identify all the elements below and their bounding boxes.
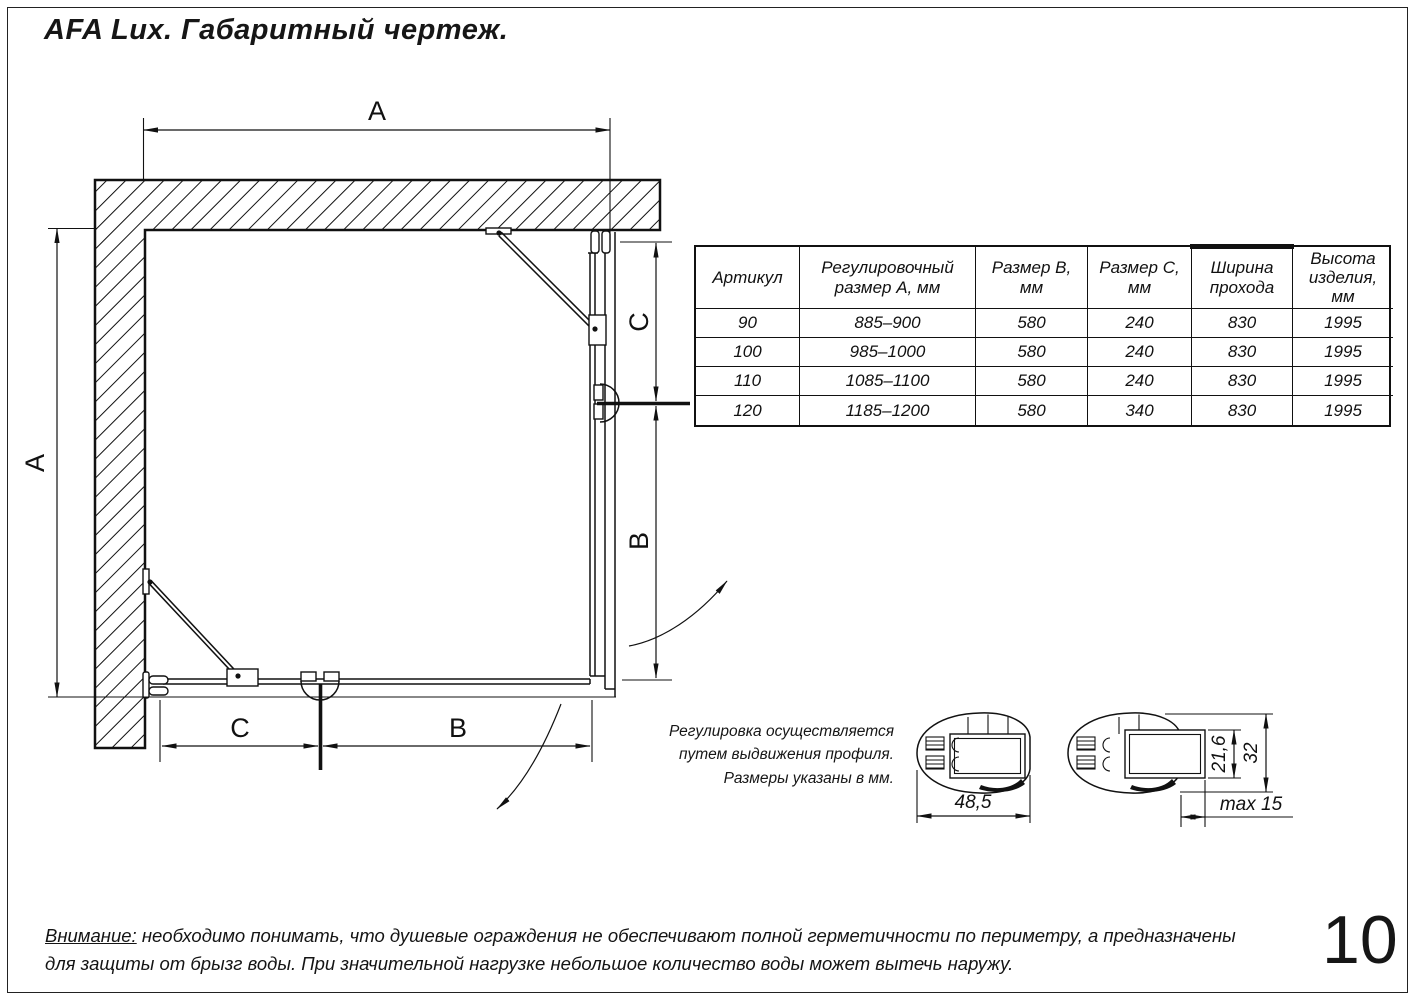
table-cell: 340: [1088, 396, 1192, 425]
dim-label-b-right: B: [624, 531, 654, 551]
profile-dim-width: 48,5: [954, 792, 992, 813]
wall-profile-bottom: [143, 672, 168, 698]
dim-label-a-top: A: [367, 96, 387, 126]
warning-note: [45, 922, 1255, 978]
table-cell: 1995: [1324, 400, 1362, 420]
table-cell: 985–1000: [800, 338, 976, 367]
table-header-size-b: Размер В, мм: [976, 247, 1088, 309]
table-cell: 580: [976, 396, 1088, 425]
table-header-pass-width: Ширина прохода: [1192, 247, 1293, 309]
table-header-height: Высота изделия, мм: [1293, 247, 1393, 309]
table-cell: 90: [696, 309, 800, 338]
table-top-thick-segment: [1190, 244, 1294, 249]
table-cell: 1185–1200: [800, 396, 976, 425]
adjustment-note: [640, 720, 894, 790]
table-header-article: Артикул: [696, 247, 800, 309]
warning-label: Внимание:: [45, 925, 137, 946]
warning-text: необходимо понимать, что душевые ограждения не обеспечивают полной герметичности по периметру, а предназначены для защиты от брызг воды. При значительной нагрузке небольшое количество воды может вытечь наружу.: [45, 925, 1236, 974]
table-cell: 1995: [1293, 338, 1393, 367]
profile-dim-inner-height: 21,6: [1209, 735, 1230, 773]
table-cell: 830: [1192, 367, 1293, 396]
table-cell: 240: [1088, 309, 1192, 338]
table-cell: 240: [1088, 338, 1192, 367]
dim-label-a-left: A: [20, 453, 50, 473]
table-cell: 830: [1192, 338, 1293, 367]
profile-section-closed: [917, 713, 1030, 793]
table-cell: 580: [976, 338, 1088, 367]
table-cell: 580: [976, 367, 1088, 396]
dim-label-b-bottom: B: [448, 713, 468, 743]
support-brace-top: [486, 228, 606, 345]
table-cell: 1085–1100: [800, 367, 976, 396]
table-cell: 1995: [1293, 309, 1393, 338]
table-cell: 240: [1088, 367, 1192, 396]
walls: [95, 180, 660, 748]
table-cell: 830: [1192, 309, 1293, 338]
page-title: AFA Lux. Габаритный чертеж.: [44, 14, 509, 46]
table-header-size-a: Регулировочный размер А, мм: [800, 247, 976, 309]
adjustment-note-line: Размеры указаны в мм.: [723, 769, 894, 787]
profile-section-extended: [1068, 713, 1205, 793]
spec-table: [694, 245, 1391, 427]
table-cell: 1995: [1293, 367, 1393, 396]
table-cell: 580: [976, 309, 1088, 338]
page-number: 10: [1322, 902, 1398, 978]
table-header-size-c: Размер С, мм: [1088, 247, 1192, 309]
table-cell: 120: [696, 396, 800, 425]
support-brace-bottom: [143, 569, 258, 686]
profile-dim-outer-height: 32: [1241, 742, 1262, 764]
profile-dim-max-extension: max 15: [1219, 794, 1283, 815]
adjustment-note-line: путем выдвижения профиля.: [678, 746, 894, 764]
dim-label-c-right: C: [624, 312, 654, 332]
table-cell: 885–900: [800, 309, 976, 338]
wall-profile-top: [591, 231, 610, 253]
dim-label-c-bottom: C: [230, 713, 250, 743]
adjustment-note-line: Регулировка осуществляется: [669, 723, 894, 740]
table-cell: 830: [1192, 396, 1293, 425]
table-cell: 100: [696, 338, 800, 367]
table-cell: 110: [696, 367, 800, 396]
